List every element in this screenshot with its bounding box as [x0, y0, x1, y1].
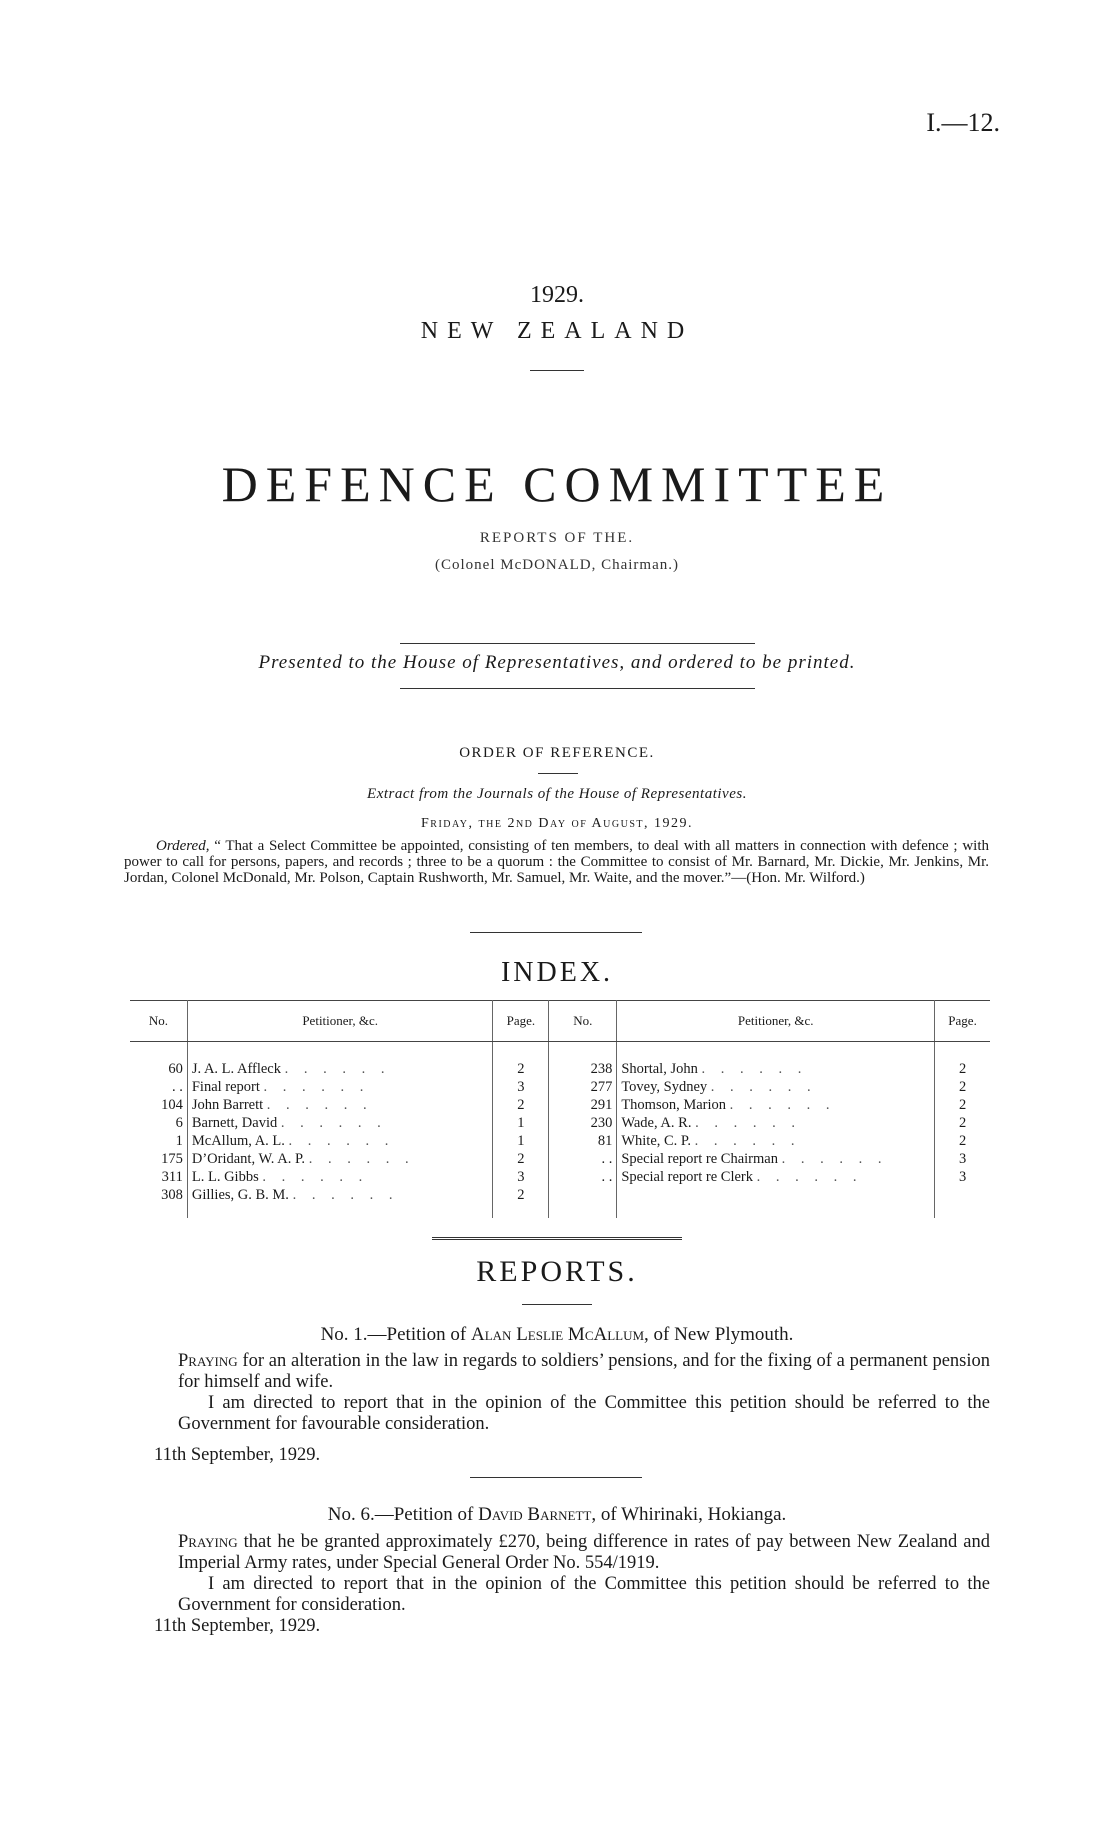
- entry-name: [187, 1114, 493, 1132]
- entry-page: 3: [958, 1150, 967, 1167]
- entry-name-text: D’Oridant, W. A. P.: [191, 1150, 306, 1167]
- table-row: [130, 1168, 990, 1186]
- leader-dots: . . . . . .: [288, 1132, 395, 1149]
- divider: [400, 643, 755, 644]
- entry-page: 2: [958, 1114, 967, 1131]
- document-subtitle: REPORTS OF THE.: [479, 530, 635, 546]
- index-header-row: [130, 1001, 990, 1042]
- divider: [470, 1477, 642, 1478]
- page-reference: I.—12.: [926, 108, 1000, 137]
- leader-dots: . . . . . .: [781, 1150, 888, 1167]
- table-row: [130, 1132, 990, 1150]
- divider: [522, 1304, 592, 1305]
- chairman-line: (Colonel McDONALD, Chairman.): [435, 557, 679, 573]
- col-no: No.: [549, 1001, 617, 1042]
- index-title: INDEX.: [500, 957, 614, 988]
- report-heading-suffix: , of Whirinaki, Hokianga.: [591, 1504, 787, 1525]
- entry-no: 291: [549, 1096, 617, 1114]
- entry-name-text: Final report: [191, 1078, 260, 1095]
- ordered-word: Ordered,: [156, 838, 210, 854]
- report-date: 11th September, 1929.: [154, 1445, 321, 1465]
- entry-page: 3: [493, 1078, 549, 1096]
- entry-page: 3: [958, 1168, 967, 1185]
- col-petitioner: Petitioner, &c.: [187, 1001, 493, 1042]
- praying-word: Praying: [178, 1351, 238, 1371]
- entry-no: 230: [549, 1114, 617, 1132]
- divider: [538, 773, 578, 774]
- entry-no: 60: [130, 1042, 187, 1079]
- leader-dots: . . . . . .: [729, 1096, 836, 1113]
- entry-name-text: Thomson, Marion: [621, 1096, 727, 1113]
- divider: [432, 1237, 682, 1240]
- entry-no: 238: [549, 1042, 617, 1079]
- entry-page: 3: [493, 1168, 549, 1186]
- table-row: [130, 1114, 990, 1132]
- leader-dots: . . . . . .: [695, 1114, 801, 1131]
- index-table: [130, 1000, 990, 1218]
- entry-name-text: Tovey, Sydney: [621, 1078, 708, 1095]
- table-row: [130, 1186, 990, 1218]
- entry-name: [617, 1078, 935, 1096]
- leader-dots: . . . . . .: [263, 1078, 370, 1095]
- entry-name: [617, 1150, 935, 1168]
- col-no: No.: [130, 1001, 187, 1042]
- country-heading: NEW ZEALAND: [420, 318, 694, 344]
- entry-no: 175: [130, 1150, 187, 1168]
- leader-dots: . . . . . .: [266, 1096, 373, 1113]
- entry-name: [187, 1096, 493, 1114]
- empty-cell: [935, 1186, 990, 1218]
- leader-dots: . . . . . .: [280, 1114, 387, 1131]
- entry-page: 2: [958, 1096, 967, 1113]
- year: 1929.: [530, 282, 584, 308]
- entry-name-text: Special report re Clerk: [621, 1168, 753, 1185]
- entry-name-text: Shortal, John: [621, 1060, 698, 1077]
- entry-page: 2: [958, 1132, 967, 1149]
- praying-text: that he be granted approximately £270, being difference in rates of pay between New Zealand and Imperial Army rates, under Special General Order No. 554/1919.: [178, 1532, 990, 1573]
- entry-name-text: Barnett, David: [191, 1114, 278, 1131]
- entry-no: 104: [130, 1096, 187, 1114]
- ordered-text: “ That a Select Committee be appointed, consisting of ten members, to deal with all matters in connection with defence ; with power to call for persons, papers, and records ; three to be a quorum : the Committee to consist of Mr. Barnard, Mr. Dickie, Mr. Jenkins, Mr. Jordan, Colonel McDonald, Mr. Polson, Captain Rushworth, Mr. Samuel, Mr. Waite, and the mover.”—(Hon. Mr. Wilford.): [124, 838, 990, 886]
- entry-page: 2: [493, 1186, 549, 1218]
- entry-name-text: Gillies, G. B. M.: [191, 1186, 289, 1203]
- praying-paragraph: [178, 1532, 990, 1574]
- entry-no: . .: [130, 1078, 187, 1096]
- report-date: 11th September, 1929.: [154, 1616, 321, 1636]
- entry-no: 311: [130, 1168, 187, 1186]
- order-of-reference-heading: ORDER OF REFERENCE.: [459, 745, 655, 761]
- leader-dots: . . . . . .: [756, 1168, 863, 1185]
- entry-page: 2: [493, 1096, 549, 1114]
- entry-page: 2: [493, 1042, 549, 1079]
- entry-name: [617, 1042, 935, 1079]
- entry-page: 2: [958, 1078, 967, 1095]
- leader-dots: . . . . . .: [292, 1186, 399, 1203]
- divider: [400, 688, 755, 689]
- entry-page: 1: [493, 1114, 549, 1132]
- entry-no: . .: [549, 1150, 617, 1168]
- entry-name-text: John Barrett: [191, 1096, 264, 1113]
- praying-word: Praying: [178, 1532, 238, 1552]
- entry-page: 1: [493, 1132, 549, 1150]
- presented-line: Presented to the House of Representatives, and ordered to be printed.: [258, 652, 856, 673]
- entry-name-text: White, C. P.: [621, 1132, 692, 1149]
- entry-name-text: Wade, A. R.: [621, 1114, 692, 1131]
- entry-name: [187, 1042, 493, 1079]
- entry-no: 1: [130, 1132, 187, 1150]
- entry-name: [187, 1186, 493, 1218]
- directed-paragraph: I am directed to report that in the opinion of the Committee this petition should be referred to the Government for favourable consideration.: [178, 1393, 990, 1434]
- entry-no: . .: [549, 1168, 617, 1186]
- empty-cell: [549, 1186, 617, 1218]
- divider: [470, 932, 642, 933]
- table-row: [130, 1078, 990, 1096]
- leader-dots: . . . . . .: [701, 1060, 808, 1077]
- leader-dots: . . . . . .: [262, 1168, 369, 1185]
- table-row: [130, 1150, 990, 1168]
- report-heading: [0, 1504, 1114, 1526]
- entry-name: [617, 1114, 935, 1132]
- ordered-paragraph: [124, 838, 989, 886]
- leader-dots: . . . . . .: [308, 1150, 415, 1167]
- directed-paragraph: I am directed to report that in the opinion of the Committee this petition should be referred to the Government for consideration.: [178, 1574, 990, 1615]
- report-heading-suffix: , of New Plymouth.: [644, 1324, 794, 1345]
- entry-name-text: McAllum, A. L.: [191, 1132, 285, 1149]
- col-petitioner: Petitioner, &c.: [617, 1001, 935, 1042]
- praying-text: for an alteration in the law in regards to soldiers’ pensions, and for the fixing of a permanent pension for himself and wife.: [178, 1351, 990, 1392]
- entry-name-text: L. L. Gibbs: [191, 1168, 259, 1185]
- empty-cell: [617, 1186, 935, 1218]
- document-title: DEFENCE COMMITTEE: [221, 456, 893, 512]
- petitioner-name: David Barnett: [478, 1504, 592, 1525]
- entry-name: [617, 1096, 935, 1114]
- divider: [530, 370, 584, 371]
- entry-name-text: Special report re Chairman: [621, 1150, 778, 1167]
- entry-name: [187, 1150, 493, 1168]
- entry-no: 308: [130, 1186, 187, 1218]
- report-heading: [0, 1324, 1114, 1346]
- col-page: Page.: [493, 1001, 549, 1042]
- table-row: [130, 1096, 990, 1114]
- entry-name: [617, 1168, 935, 1186]
- entry-name: [617, 1132, 935, 1150]
- entry-name: [187, 1078, 493, 1096]
- entry-page: 2: [958, 1060, 967, 1077]
- table-row: [130, 1042, 990, 1079]
- entry-no: 277: [549, 1078, 617, 1096]
- report-heading-prefix: No. 6.—Petition of: [327, 1504, 474, 1525]
- col-page: Page.: [935, 1001, 990, 1042]
- entry-no: 81: [549, 1132, 617, 1150]
- leader-dots: . . . . . .: [710, 1078, 817, 1095]
- petitioner-name: Alan Leslie McAllum: [471, 1324, 645, 1345]
- praying-paragraph: [178, 1351, 990, 1393]
- entry-page: 2: [493, 1150, 549, 1168]
- order-date: Friday, the 2nd Day of August, 1929.: [420, 816, 693, 831]
- report-heading-prefix: No. 1.—Petition of: [320, 1324, 467, 1345]
- entry-no: 6: [130, 1114, 187, 1132]
- leader-dots: . . . . . .: [694, 1132, 801, 1149]
- extract-line: Extract from the Journals of the House of Representatives.: [367, 786, 747, 802]
- entry-name-text: J. A. L. Affleck: [191, 1060, 281, 1077]
- entry-name: [187, 1132, 493, 1150]
- leader-dots: . . . . . .: [284, 1060, 391, 1077]
- entry-name: [187, 1168, 493, 1186]
- reports-title: REPORTS.: [476, 1255, 638, 1288]
